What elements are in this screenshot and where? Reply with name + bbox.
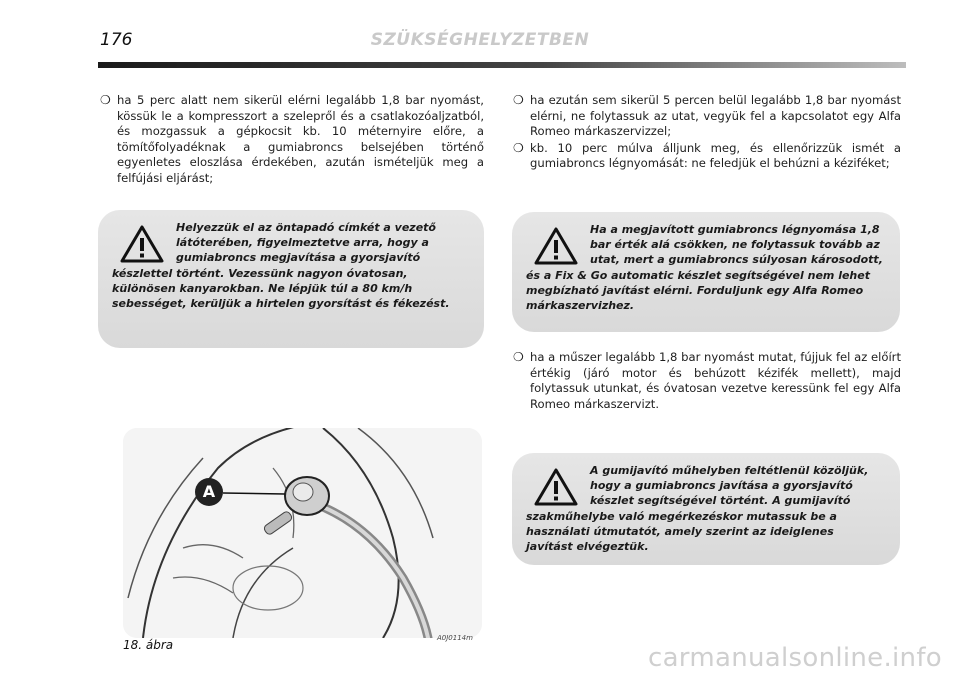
bullet-item — [513, 350, 901, 412]
right-column-middle — [513, 350, 901, 412]
bullet-circle-icon: ❍ — [513, 140, 524, 155]
header-rule — [98, 62, 906, 68]
warning-triangle-icon — [120, 224, 164, 264]
bullet-text: kb. 10 perc múlva álljunk meg, és ellenőrizzük ismét a gumiabroncs légnyomását: ne feledjük el behúzni a kéziféket; — [530, 140, 901, 171]
tire-valve-illustration — [123, 428, 482, 638]
page-number: 176 — [100, 30, 133, 50]
right-column-top — [513, 93, 901, 172]
bullet-circle-icon: ❍ — [513, 350, 524, 364]
bullet-item — [100, 93, 484, 187]
warning-box-right-2 — [512, 453, 900, 565]
figure-18 — [123, 428, 482, 638]
figure-caption: 18. ábra — [123, 638, 174, 652]
section-title: SZÜKSÉGHELYZETBEN — [370, 30, 590, 50]
bullet-text: ha 5 perc alatt nem sikerül elérni legalább 1,8 bar nyomást, kössük le a kompresszort a szelepről és a csatlakozóaljzatból, és mozgassuk a gépkocsit kb. 10 méternyire előre, a tömítőfolyadéknak a gumiabroncs belsejében történő egyenletes eloszlása érdekében, azután ismételjük meg a felfújási eljárást; — [117, 93, 484, 185]
warning-triangle-icon — [534, 467, 578, 507]
warning-text: Helyezzük el az öntapadó címkét a vezető látóterében, figyelmeztetve arra, hogy a gumiabroncs megjavítása a gyorsjavító készlettel történt. Vezessünk nagyon óvatosan, különösen kanyarokban. Ne lépjük túl a 80 km/h sebességet, kerüljük a hirtelen gyorsítást és fékezést. — [112, 221, 450, 311]
bullet-text: ha a műszer legalább 1,8 bar nyomást mutat, fújjuk fel az előírt értékig (járó motor és behúzott kézifék mellett), majd folytassuk utunkat, és óvatosan vezetve keressünk fel egy Alfa Romeo márkaszervizt. — [530, 350, 901, 411]
bullet-item — [513, 141, 901, 172]
bullet-item — [513, 93, 901, 140]
bullet-text: ha ezután sem sikerül 5 percen belül legalább 1,8 bar nyomást elérni, ne folytassuk az utat, vegyük fel a kapcsolatot egy Alfa Romeo márkaszervizzel; — [530, 93, 901, 139]
left-column — [100, 93, 484, 187]
warning-box-right-1 — [512, 212, 900, 332]
bullet-circle-icon: ❍ — [100, 93, 111, 107]
warning-text: Ha a megjavított gumiabroncs légnyomása 1,8 bar érték alá csökken, ne folytassuk tovább az utat, mert a gumiabroncs súlyosan károsodott, és a Fix & Go automatic készlet segítségével nem lehet megbízható javítást elérni. Forduljunk egy Alfa Romeo márkaszervizhez. — [526, 223, 883, 313]
watermark: carmanualsonline.info — [647, 643, 942, 673]
figure-code: A0J0114m — [437, 634, 473, 642]
warning-triangle-icon — [534, 226, 578, 266]
warning-text: A gumijavító műhelyben feltétlenül közöljük, hogy a gumiabroncs javítása a gyorsjavító készlet segítségével történt. A gumijavító szakműhelybe való megérkezéskor mutassuk be a használati útmutatót, amely szerint az ideiglenes javítást elvégeztük. — [526, 464, 869, 554]
figure-label-a: A — [195, 478, 223, 506]
warning-box-left — [98, 210, 484, 348]
bullet-circle-icon: ❍ — [513, 93, 524, 107]
